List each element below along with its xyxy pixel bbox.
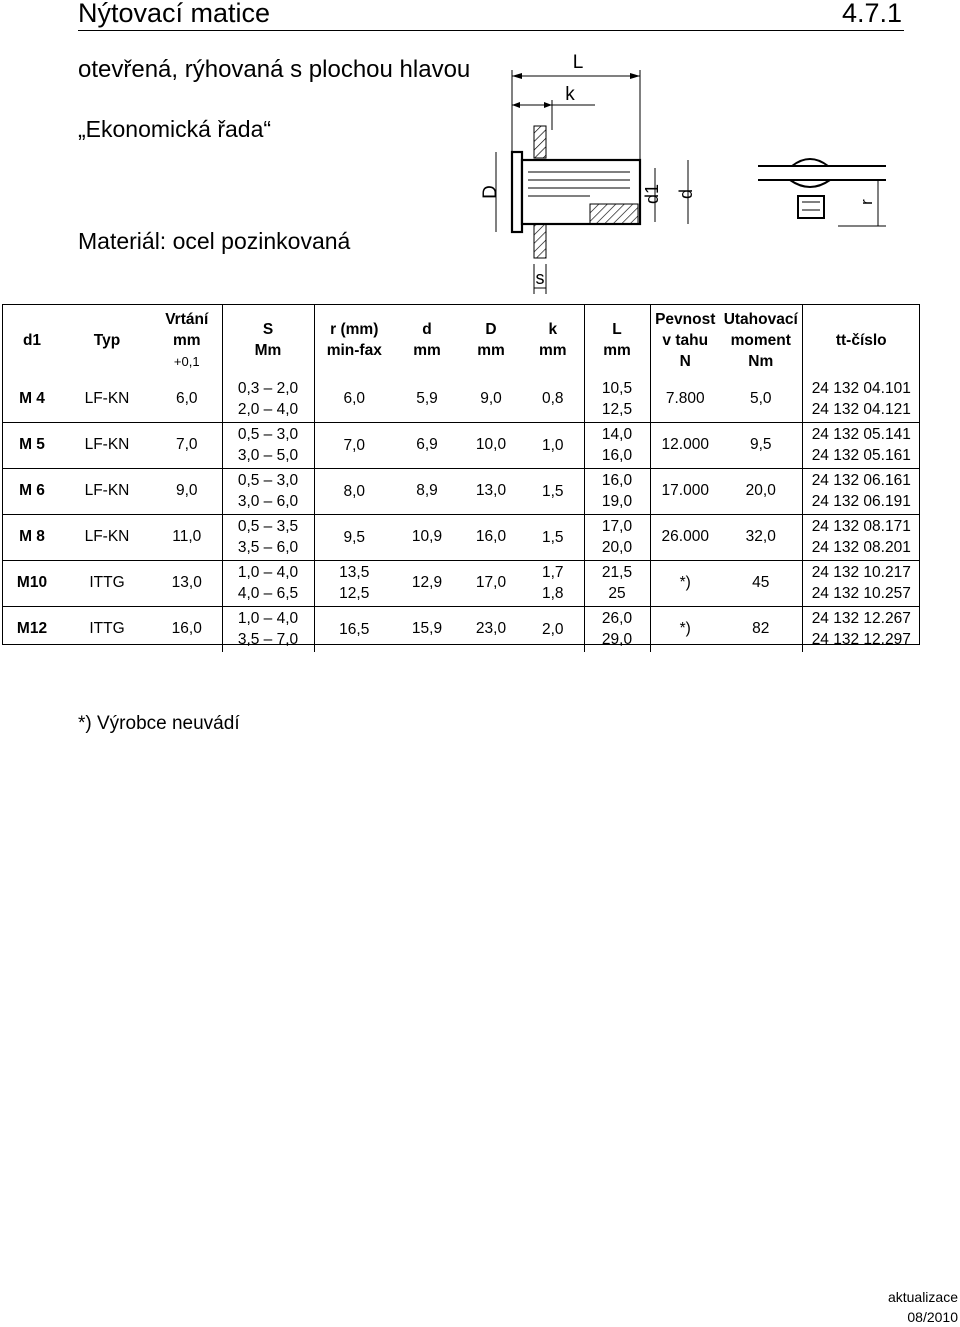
header-vrtani-unit: mm [172, 331, 201, 349]
cell-L [584, 560, 650, 606]
cell-utah: 45 [720, 560, 802, 606]
header-pevnost-name: Pevnost [655, 310, 716, 328]
cell-s-line: 3,5 – 6,0 [237, 539, 299, 556]
cell-k [522, 376, 584, 422]
cell-L-line: 12,5 [601, 400, 633, 418]
table-row [2, 376, 920, 422]
header-d1: d1 [22, 331, 42, 349]
header-D [460, 304, 522, 376]
cell-k-line: 1,0 [541, 436, 564, 454]
dim-D-label: D [480, 185, 501, 199]
cell-s-line: 3,0 – 6,0 [237, 493, 299, 510]
cell-tt-line: 24 132 05.141 [811, 426, 911, 443]
cell-D: 16,0 [460, 514, 522, 560]
cell-vrtani: 6,0 [175, 389, 198, 407]
cell-r [314, 514, 394, 560]
cell-k-line: 1,5 [541, 482, 564, 500]
cell-L-line: 19,0 [601, 493, 633, 510]
cell-vrtani: 11,0 [152, 514, 222, 560]
cell-typ: ITTG [62, 560, 152, 606]
cell-tt [802, 422, 920, 468]
footnote: *) Výrobce neuvádí [78, 713, 240, 734]
header-utah-name2: moment [730, 331, 791, 349]
table-row [2, 514, 920, 560]
cell-L-line: 25 [608, 585, 626, 602]
dim-L-label: L [572, 52, 584, 73]
header-utah-name: Utahovací [723, 310, 798, 328]
cell-d1: M 4 [19, 389, 45, 407]
header-k-name: k [548, 321, 558, 338]
cell-L-line: 20,0 [601, 539, 633, 556]
table-row [2, 606, 920, 652]
dim-r-label: r [857, 199, 876, 205]
header-d-name: d [422, 321, 432, 338]
cell-s [222, 376, 314, 422]
header-r [314, 304, 394, 376]
dim-s-label: s [535, 268, 545, 288]
cell-k-line: 1,8 [541, 585, 564, 602]
header-s [222, 304, 314, 376]
cell-d: 15,9 [394, 606, 460, 652]
cell-k [522, 560, 584, 606]
cell-vrtani: 9,0 [152, 468, 222, 514]
cell-pevnost: 26.000 [650, 514, 720, 560]
cell-d1: M 6 [2, 468, 62, 514]
header-L [584, 304, 650, 376]
cell-r [314, 422, 394, 468]
cell-k-line: 1,5 [541, 528, 564, 546]
cell-pevnost: 12.000 [650, 422, 720, 468]
header-D-name: D [485, 321, 497, 338]
series-label: „Ekonomická řada“ [78, 116, 272, 142]
cell-r-line: 16,5 [339, 620, 370, 638]
cell-utah: 20,0 [720, 468, 802, 514]
cell-typ: LF-KN [62, 422, 152, 468]
cell-utah: 9,5 [720, 422, 802, 468]
cell-typ: LF-KN [62, 468, 152, 514]
header-utah-unit: Nm [748, 352, 774, 370]
cell-tt-line: 24 132 08.171 [811, 518, 911, 535]
cell-tt [802, 376, 920, 422]
cell-r-line: 6,0 [343, 390, 366, 408]
update-label: aktualizace [887, 1289, 958, 1305]
cell-d1: M10 [2, 560, 62, 606]
cell-r-line: 8,0 [343, 482, 366, 500]
table-header-row [2, 304, 920, 376]
cell-L [584, 468, 650, 514]
dim-d-label: d [676, 188, 696, 200]
header-utah [720, 304, 802, 376]
page-title: Nýtovací matice [78, 0, 271, 28]
table-row [2, 422, 920, 468]
cell-tt-line: 24 132 10.217 [811, 564, 911, 581]
cell-s-line: 3,5 – 7,0 [237, 631, 299, 649]
cell-L-line: 21,5 [601, 564, 633, 581]
cell-d: 10,9 [394, 514, 460, 560]
cell-vrtani: 13,0 [152, 560, 222, 606]
header-D-unit: mm [477, 342, 505, 359]
header-r-name: r (mm) [330, 321, 379, 338]
product-subtitle: otevřená, rýhovaná s plochou hlavou [78, 56, 471, 83]
header-d-unit: mm [413, 342, 441, 359]
cell-tt-line: 24 132 04.101 [811, 379, 911, 397]
cell-tt-line: 24 132 08.201 [811, 539, 911, 556]
header-vrtani-tol: +0,1 [173, 353, 200, 369]
cell-r-line: 13,5 [339, 564, 370, 581]
cell-r-line: 9,5 [343, 528, 366, 546]
cell-d: 12,9 [394, 560, 460, 606]
header-d [394, 304, 460, 376]
header-vrtani [152, 304, 222, 376]
cell-tt [802, 560, 920, 606]
dim-k-label: k [565, 84, 575, 105]
cell-s-line: 1,0 – 4,0 [237, 564, 299, 581]
rivet-nut-drawing [440, 40, 900, 296]
table-row [2, 560, 920, 606]
cell-r-line: 12,5 [339, 585, 370, 602]
cell-tt-line: 24 132 12.267 [811, 610, 911, 628]
cell-d1: M12 [2, 606, 62, 652]
cell-k-line: 1,7 [541, 564, 564, 581]
dim-d1-label: d1 [642, 183, 662, 205]
cell-pevnost: 17.000 [650, 468, 720, 514]
cell-typ: LF-KN [62, 514, 152, 560]
cell-D: 17,0 [460, 560, 522, 606]
header-L-unit: mm [603, 342, 631, 359]
cell-L [584, 376, 650, 422]
header-vrtani-name: Vrtání [165, 310, 209, 328]
cell-tt-line: 24 132 06.191 [811, 493, 911, 510]
header-typ: Typ [93, 331, 121, 349]
cell-tt [802, 514, 920, 560]
cell-L [584, 514, 650, 560]
cell-typ: ITTG [62, 606, 152, 652]
cell-k [522, 514, 584, 560]
cell-tt-line: 24 132 05.161 [811, 447, 911, 464]
cell-tt-line: 24 132 06.161 [811, 472, 911, 489]
header-s-unit: Mm [254, 342, 282, 359]
cell-pevnost: *) [650, 560, 720, 606]
cell-r [314, 376, 394, 422]
cell-d: 6,9 [394, 422, 460, 468]
spec-table [2, 304, 920, 652]
update-note [888, 1287, 958, 1327]
cell-D: 10,0 [460, 422, 522, 468]
cell-s-line: 4,0 – 6,5 [237, 585, 299, 602]
cell-D: 9,0 [480, 389, 502, 407]
cell-s-line: 0,5 – 3,5 [237, 518, 299, 535]
cell-tt-line: 24 132 10.257 [811, 585, 911, 602]
header-r-unit: min-fax [326, 342, 382, 359]
table-row [2, 468, 920, 514]
cell-k-line: 2,0 [541, 620, 564, 638]
cell-L-line: 29,0 [601, 631, 633, 649]
cell-L [584, 606, 650, 652]
cell-utah: 32,0 [720, 514, 802, 560]
cell-D: 13,0 [460, 468, 522, 514]
cell-D: 23,0 [460, 606, 522, 652]
cell-L-line: 16,0 [601, 447, 633, 464]
cell-d1: M 5 [2, 422, 62, 468]
cell-L-line: 16,0 [601, 472, 633, 489]
cell-k [522, 422, 584, 468]
cell-s [222, 422, 314, 468]
cell-k-line: 0,8 [541, 390, 564, 408]
cell-vrtani: 16,0 [152, 606, 222, 652]
header-pevnost-unit: N [679, 352, 691, 370]
cell-s-line: 1,0 – 4,0 [237, 610, 299, 628]
cell-s-line: 2,0 – 4,0 [237, 400, 299, 418]
cell-L-line: 10,5 [601, 379, 633, 397]
cell-L-line: 26,0 [601, 610, 633, 628]
cell-typ: LF-KN [84, 389, 130, 407]
cell-L-line: 14,0 [601, 426, 633, 443]
cell-r [314, 560, 394, 606]
cell-r-line: 7,0 [343, 436, 366, 454]
header-k [522, 304, 584, 376]
cell-s [222, 468, 314, 514]
cell-k [522, 606, 584, 652]
cell-d: 8,9 [394, 468, 460, 514]
cell-vrtani: 7,0 [152, 422, 222, 468]
header-tt: tt-číslo [802, 304, 920, 376]
cell-d1: M 8 [2, 514, 62, 560]
cell-utah: 82 [720, 606, 802, 652]
cell-r [314, 606, 394, 652]
cell-s [222, 514, 314, 560]
cell-r [314, 468, 394, 514]
cell-s-line: 0,5 – 3,0 [237, 472, 299, 489]
cell-k [522, 468, 584, 514]
header-L-name: L [612, 321, 622, 338]
cell-tt [802, 468, 920, 514]
update-date: 08/2010 [907, 1309, 958, 1325]
header-pevnost-name2: v tahu [662, 331, 709, 349]
cell-s [222, 606, 314, 652]
cell-pevnost: *) [650, 606, 720, 652]
cell-utah: 5,0 [749, 389, 772, 407]
cell-s-line: 0,5 – 3,0 [237, 426, 299, 443]
cell-s-line: 0,3 – 2,0 [237, 379, 299, 397]
title-divider [78, 30, 904, 31]
header-s-name: S [262, 321, 274, 338]
cell-pevnost: 7.800 [650, 376, 720, 422]
cell-L-line: 17,0 [601, 518, 633, 535]
header-pevnost [650, 304, 720, 376]
cell-tt-line: 24 132 04.121 [811, 400, 911, 418]
cell-tt [802, 606, 920, 652]
cell-tt-line: 24 132 12.297 [811, 631, 911, 649]
cell-s-line: 3,0 – 5,0 [237, 447, 299, 464]
cell-s [222, 560, 314, 606]
header-k-unit: mm [538, 342, 567, 359]
cell-d: 5,9 [416, 389, 438, 407]
cell-L [584, 422, 650, 468]
section-number: 4.7.1 [841, 0, 902, 28]
material-label: Materiál: ocel pozinkovaná [78, 228, 351, 254]
